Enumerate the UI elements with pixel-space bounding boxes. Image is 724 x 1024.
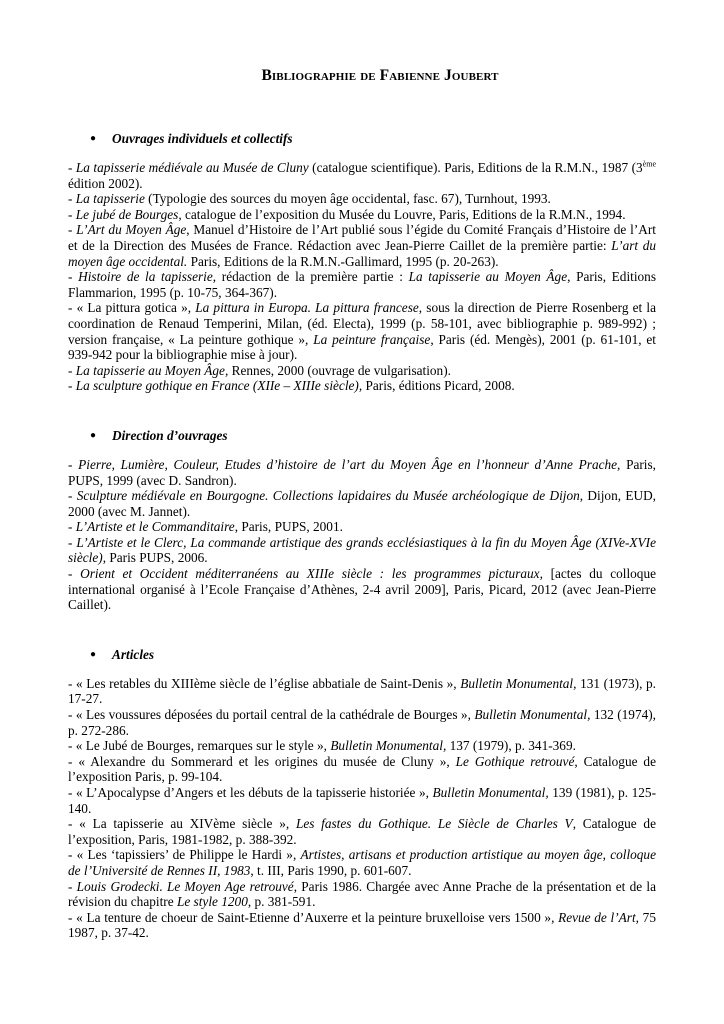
entry-text: - « Les ‘tapissiers’ de Philippe le Hardi », <box>68 847 301 863</box>
entry-italic-text: La peinture française <box>313 331 431 347</box>
bibliography-entry <box>68 816 656 847</box>
entry-text: - <box>68 191 76 207</box>
entry-italic-text: Artistes, artisans et production artistique au moyen âge, colloque de l’Université de Rennes II, 1983 <box>68 847 656 878</box>
entry-text: - « Les retables du XIIIème siècle de l’église abbatiale de Saint-Denis », <box>68 675 461 691</box>
entry-text: , Manuel d’Histoire de l’Art publié sous l’égide du Comité Français d’Histoire de l’Art et de la Direction des Musées de France. Rédaction avec Jean-Pierre Caillet de la première partie: <box>68 222 656 253</box>
entry-text: (catalogue scientifique). Paris, Editions de la R.M.N., 1987 (3 <box>308 160 643 175</box>
entry-italic-text: , <box>406 191 410 207</box>
section-heading-label: Ouvrages individuels et collectifs <box>112 131 293 147</box>
entry-text: - <box>68 362 76 378</box>
bibliography-entry <box>68 300 656 362</box>
entry-text: , Paris 1986. Chargée avec Anne Prache de la présentation et de la révision du chapitre <box>68 878 656 910</box>
bibliography-entry <box>68 754 656 785</box>
entry-text: , t. III, Paris 1990, p. 601-607. <box>250 862 412 878</box>
entry-text: - <box>68 269 79 285</box>
entry-italic-text: - Pierre, Lumière, Couleur, Etudes d’histoire de l’art du Moyen Âge en l’honneur d’Anne Prache <box>68 456 618 472</box>
entry-text: - « Alexandre du Sommerard et les origines du musée de Cluny », <box>68 753 456 769</box>
entry-italic-text: Le jubé de Bourges <box>75 206 179 222</box>
entry-text: 131 (1973), p. 17-27. <box>68 675 656 707</box>
entry-text: , Paris, PUPS, 2001. <box>234 519 343 535</box>
bibliography-entry <box>68 160 656 191</box>
entry-text: - « La tenture de choeur de Saint-Etienne d’Auxerre et la peinture bruxelloise vers 1500 », <box>68 909 559 925</box>
entry-italic-text: Bulletin Monumental, <box>460 675 577 691</box>
section-edited-works <box>68 427 656 613</box>
entry-italic-text: Le style 1200 <box>176 894 248 910</box>
bibliography-entry <box>68 207 656 223</box>
entry-text: , sous la direction de Pierre Rosenberg et la coordination de Renaud Temperini, Milan, (éd. Electa), 1999 (p. 58-101, avec bibliographie p. 989-992) ; version française, « La peinture gothique », <box>68 300 656 347</box>
entry-text: 75 1987, p. 37-42. <box>68 909 656 941</box>
entry-italic-text: La pittura in Europa. La pittura francese <box>195 300 419 316</box>
page-title: Bibliographie de Fabienne Joubert <box>261 67 499 84</box>
entry-text: - « La pittura gotica », <box>68 300 196 316</box>
entry-italic-text: La sculpture gothique en France (XIIe – XIIIe siècle), <box>75 378 363 394</box>
entry-italic-text: La tapisserie au Moyen Âge <box>408 269 568 285</box>
bibliography-entry <box>68 269 656 300</box>
entry-text: , Paris PUPS, 2006. <box>102 550 208 566</box>
entry-text: - « Les voussures déposées du portail central de la cathédrale de Bourges », <box>68 707 475 723</box>
section-articles <box>68 646 656 941</box>
bibliography-entry <box>68 676 656 707</box>
entry-text: , Dijon, EUD, 2000 (avec M. Jannet). <box>68 488 656 519</box>
entry-text: - <box>68 878 77 894</box>
entry-text: - <box>68 206 76 222</box>
section-heading-label: Direction d’ouvrages <box>112 428 228 444</box>
entry-italic-text: Histoire de la tapisserie <box>78 269 213 285</box>
bibliography-entry <box>68 566 656 613</box>
bibliography-entry <box>68 519 656 535</box>
section-heading <box>68 646 656 664</box>
entry-italic-text: Les fastes du Gothique. Le Siècle de Charles V <box>295 816 573 832</box>
entry-italic-text: L’Art du Moyen Âge <box>76 222 187 238</box>
entry-text: , Paris (éd. Mengès), 2001 (p. 61-101, et 939-942 pour la bibliographie mise à jour). <box>68 331 656 363</box>
entry-text: fasc. 67), Turnhout, 1993. <box>409 191 551 207</box>
bibliography-entry <box>68 222 656 269</box>
entry-text: - <box>68 160 76 175</box>
entry-text: , Catalogue de l’exposition Paris, p. 99-104. <box>68 753 656 785</box>
bullet-icon: ● <box>90 649 97 661</box>
entry-text: - « L’Apocalypse d’Angers et les débuts de la tapisserie historiée », <box>68 785 433 800</box>
bibliography-entry <box>68 910 656 941</box>
entry-italic-text: Bulletin Monumental, <box>432 785 549 800</box>
bibliography-entry <box>68 191 656 207</box>
entry-italic-text: La tapisserie au Moyen Âge, <box>75 362 229 378</box>
entry-text: , Catalogue de l’exposition, Paris, 1981-1982, p. 388-392. <box>68 816 656 847</box>
entry-text: - <box>68 222 77 238</box>
bibliography-entry <box>68 535 656 566</box>
entry-italic-text: - Sculpture médiévale en Bourgogne. Collections lapidaires du Musée archéologique de Dijon <box>68 488 580 504</box>
entry-text: , Paris, PUPS, 1999 (avec D. Sandron). <box>68 456 656 488</box>
entry-italic-text: - L’Artiste et le Commanditaire <box>68 519 235 535</box>
entry-text: édition 2002). <box>68 175 143 191</box>
entry-text: 137 (1979), p. 341-369. <box>446 738 576 754</box>
entry-italic-text: Bulletin Monumental, <box>474 707 591 723</box>
bibliography-entry <box>68 457 656 488</box>
section-heading <box>68 427 656 445</box>
entry-text: , Paris, Editions Flammarion, 1995 (p. 10-75, 364-367). <box>68 269 656 300</box>
entry-text: - « La tapisserie au XIVème siècle », <box>68 816 296 832</box>
entry-italic-text: La tapisserie médiévale au Musée de Cluny <box>75 160 309 175</box>
entry-text: Rennes, 2000 (ouvrage de vulgarisation). <box>228 362 451 378</box>
entry-italic-text: - L’Artiste et le Clerc, La commande artistique des grands ecclésiastiques à la fin du Moyen Âge (XIVe-XVIe siècle) <box>68 534 656 566</box>
bibliography-entry <box>68 378 656 394</box>
bullet-icon: ● <box>90 133 97 145</box>
entry-superscript: ème <box>642 159 656 169</box>
bibliography-entry <box>68 488 656 519</box>
entry-text: , p. 381-591. <box>247 894 316 910</box>
entry-text: (Typologie des sources du moyen âge occidental <box>144 191 407 207</box>
entry-list <box>68 676 656 941</box>
entry-text: - « Le Jubé de Bourges, remarques sur le style », <box>68 738 331 754</box>
bibliography-entry <box>68 785 656 816</box>
bibliography-entry <box>68 847 656 878</box>
bibliography-entry <box>68 738 656 754</box>
bibliography-entry <box>68 879 656 910</box>
entry-italic-text: Orient et Occident méditerranéens au XIIIe siècle : les programmes picturaux, <box>80 566 543 582</box>
section-heading <box>68 130 656 148</box>
entry-text: Paris, éditions Picard, 2008. <box>362 378 515 394</box>
entry-text: [actes du colloque international organisé à l’Ecole Française d’Athènes, 2-4 avril 2009], Paris, Picard, 2012 (avec Jean-Pierre Caillet). <box>68 566 656 613</box>
entry-text: - <box>68 378 76 394</box>
entry-text: 139 (1981), p. 125-140. <box>68 785 657 816</box>
section-heading-label: Articles <box>112 647 155 663</box>
entry-list <box>68 160 656 394</box>
section-individual-works <box>68 130 656 394</box>
entry-text: 132 (1974), p. 272-286. <box>68 707 656 738</box>
bibliography-entry <box>68 707 656 738</box>
entry-italic-text: Bulletin Monumental, <box>330 738 447 754</box>
entry-text: - <box>68 566 81 582</box>
entry-italic-text: Le Gothique retrouvé <box>455 753 575 769</box>
entry-text: , rédaction de la première partie : <box>212 269 409 285</box>
bullet-icon: ● <box>90 430 97 442</box>
entry-italic-text: L’art du moyen âge occidental. <box>68 237 657 269</box>
entry-text: , catalogue de l’exposition du Musée du Louvre, Paris, Editions de la R.M.N., 1994. <box>178 206 626 222</box>
entry-italic-text: Revue de l’Art, <box>558 909 639 925</box>
bibliography-entry <box>68 363 656 379</box>
entry-text: Paris, Editions de la R.M.N.-Gallimard, 1995 (p. 20-263). <box>187 253 499 269</box>
entry-italic-text: La tapisserie <box>75 191 145 207</box>
entry-list <box>68 457 656 613</box>
entry-italic-text: Louis Grodecki. Le Moyen Age retrouvé <box>76 878 294 894</box>
